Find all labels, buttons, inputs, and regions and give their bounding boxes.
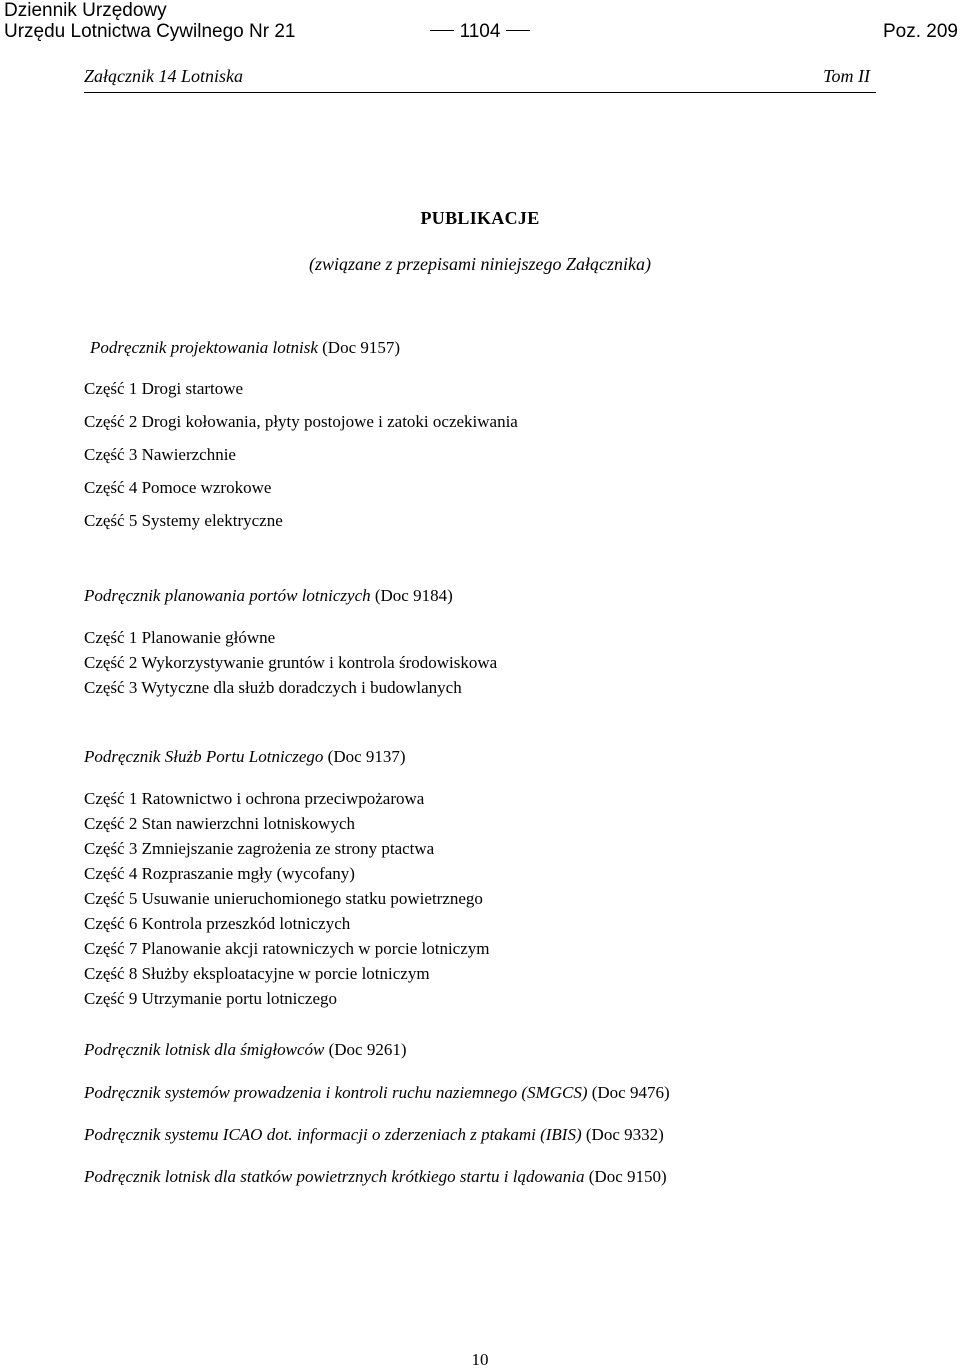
publication-heading [84, 586, 453, 606]
dash-left [430, 30, 454, 31]
publication-code: (Doc 9261) [328, 1040, 407, 1059]
page-subtitle: (związane z przepisami niniejszego Załącznika) [309, 254, 651, 274]
dash-right [506, 30, 530, 31]
publication-heading [90, 338, 400, 358]
publication-title: Podręcznik systemu ICAO dot. informacji o zderzeniach z ptakami (IBIS) [84, 1125, 582, 1144]
list-item: Część 5 Usuwanie unieruchomionego statku powietrznego [84, 889, 483, 908]
publication-code: (Doc 9157) [322, 338, 401, 357]
list-item: Część 5 Systemy elektryczne [84, 511, 283, 530]
publication-title: Podręcznik lotnisk dla śmigłowców [84, 1040, 325, 1059]
publication-code: (Doc 9137) [327, 747, 406, 766]
journal-name: Dziennik Urzędowy [4, 0, 167, 21]
list-item: Część 2 Drogi kołowania, płyty postojowe i zatoki oczekiwania [84, 412, 518, 431]
journal-page-mark [0, 21, 960, 42]
position-number: Poz. 209 [883, 21, 958, 42]
list-item: Część 1 Planowanie główne [84, 628, 276, 647]
list-item: Część 9 Utrzymanie portu lotniczego [84, 989, 338, 1008]
publication-heading [84, 747, 406, 767]
publication-code: (Doc 9184) [374, 586, 453, 605]
volume-label: Tom II [823, 66, 870, 86]
list-item: Część 2 Wykorzystywanie gruntów i kontrola środowiskowa [84, 653, 498, 672]
list-item: Część 6 Kontrola przeszkód lotniczych [84, 914, 351, 933]
list-item: Część 3 Zmniejszanie zagrożenia ze strony ptactwa [84, 839, 435, 858]
publication-title: Podręcznik Służb Portu Lotniczego [84, 747, 324, 766]
list-item: Część 4 Rozpraszanie mgły (wycofany) [84, 864, 355, 883]
publication-code: (Doc 9476) [591, 1083, 670, 1102]
list-item: Część 3 Wytyczne dla służb doradczych i budowlanych [84, 678, 462, 697]
page-number: 10 [471, 1350, 489, 1369]
journal-page-number: 1104 [459, 21, 501, 42]
publication-title: Podręcznik projektowania lotnisk [90, 338, 318, 357]
list-item: Część 4 Pomoce wzrokowe [84, 478, 272, 497]
annex-title: Załącznik 14 Lotniska [84, 66, 244, 86]
publication-code: (Doc 9150) [588, 1167, 667, 1186]
publication-title: Podręcznik planowania portów lotniczych [84, 586, 371, 605]
list-item: Część 7 Planowanie akcji ratowniczych w porcie lotniczym [84, 939, 490, 958]
list-item: Część 8 Służby eksploatacyjne w porcie lotniczym [84, 964, 430, 983]
publication-heading [84, 1125, 664, 1145]
journal-issue: Urzędu Lotnictwa Cywilnego Nr 21 [4, 21, 296, 42]
list-item: Część 1 Drogi startowe [84, 379, 244, 398]
publication-heading [84, 1083, 670, 1103]
page-title: PUBLIKACJE [420, 208, 540, 228]
running-head [84, 64, 876, 93]
list-item: Część 3 Nawierzchnie [84, 445, 236, 464]
publication-title: Podręcznik lotnisk dla statków powietrznych krótkiego startu i lądowania [84, 1167, 585, 1186]
publication-heading [84, 1040, 407, 1060]
publication-heading [84, 1167, 667, 1187]
publication-title: Podręcznik systemów prowadzenia i kontroli ruchu naziemnego (SMGCS) [84, 1083, 588, 1102]
publication-code: (Doc 9332) [585, 1125, 664, 1144]
list-item: Część 2 Stan nawierzchni lotniskowych [84, 814, 355, 833]
list-item: Część 1 Ratownictwo i ochrona przeciwpożarowa [84, 789, 425, 808]
